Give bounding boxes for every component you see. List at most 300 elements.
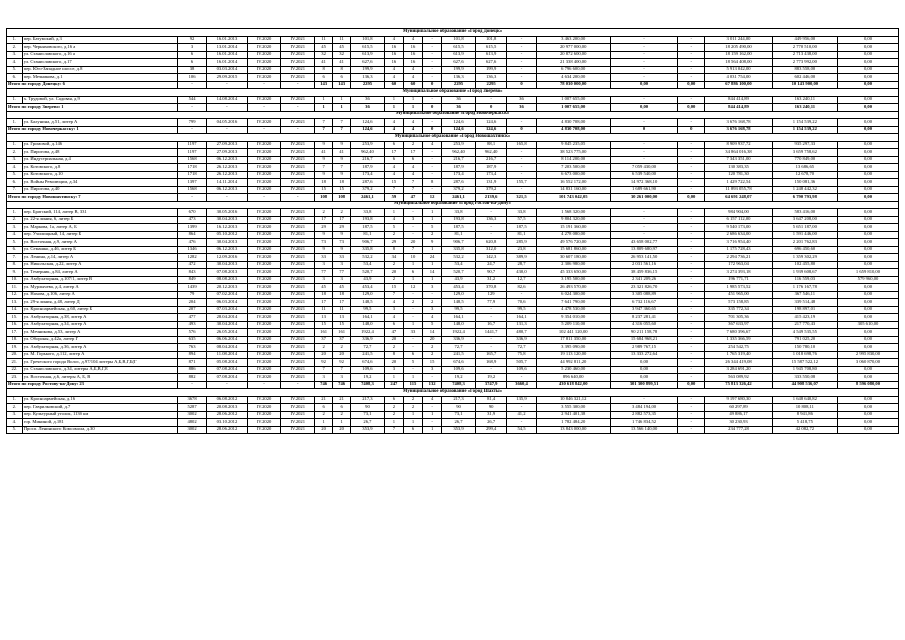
table-cell: -: [610, 96, 677, 104]
table-cell: 843: [177, 269, 206, 277]
table-cell: 1: [423, 216, 442, 224]
table-cell: -: [610, 396, 677, 404]
table-cell: 9: [423, 239, 442, 247]
table-cell: IV.2020: [247, 359, 281, 367]
table-cell: IV.2020: [247, 186, 281, 194]
table-cell: -: [678, 374, 705, 382]
table-cell: 234 777,28: [705, 426, 772, 434]
table-cell: IV.2021: [281, 299, 315, 307]
table-cell: 9: [315, 141, 333, 149]
table-cell: 0,00: [837, 36, 898, 44]
table-cell: 06.12.2013: [207, 186, 247, 194]
table-cell: IV.2020: [247, 246, 281, 254]
table-cell: 844 414,89: [705, 96, 772, 104]
table-cell: -: [678, 306, 705, 314]
table-cell: 0,00: [610, 81, 677, 89]
table-cell: -: [678, 44, 705, 52]
table-row: [7, 254, 899, 262]
table-cell: IV.2021: [281, 59, 315, 67]
table-cell: -: [678, 246, 705, 254]
table-cell: 59: [384, 194, 403, 202]
table-cell: 1: [315, 419, 333, 427]
table-cell: 1 007 655,00: [536, 96, 610, 104]
table-cell: 14 831 160,00: [536, 186, 610, 194]
table-cell: IV.2020: [247, 329, 281, 337]
table-cell: 2 201 762,83: [772, 239, 837, 247]
table-cell: 99,5: [442, 306, 476, 314]
table-cell: 28.04.2014: [207, 314, 247, 322]
table-cell: 216,7: [475, 156, 506, 164]
table-cell: -: [403, 291, 422, 299]
table-cell: 253,9: [351, 141, 385, 149]
table-cell: 90,7: [475, 269, 506, 277]
table-cell: 0,00: [837, 329, 898, 337]
table-cell: 367 633,97: [705, 321, 772, 329]
table-cell: 161: [315, 329, 333, 337]
table-cell: 143: [333, 81, 351, 89]
table-cell: 4802: [177, 419, 206, 427]
table-cell: 36: [351, 104, 385, 112]
table-cell: 16.: [7, 321, 23, 329]
table-cell: IV.2021: [281, 306, 315, 314]
table-cell: 90 211 158,78: [610, 329, 677, 337]
table-cell: -: [281, 194, 315, 202]
table-cell: 11: [315, 36, 333, 44]
table-cell: 06.12.2013: [207, 246, 247, 254]
table-cell: 120 781,30: [705, 171, 772, 179]
table-cell: 11: [333, 36, 351, 44]
table-cell: пер. Батумский, д.3: [22, 36, 177, 44]
table-cell: 0,00: [837, 374, 898, 382]
table-cell: 6.: [7, 246, 23, 254]
table-cell: 136,3: [475, 74, 506, 82]
table-cell: 15: [384, 179, 403, 187]
table-cell: 0: [507, 81, 536, 89]
table-cell: 415 423,19: [772, 314, 837, 322]
table-cell: 8 237 281,41: [610, 314, 677, 322]
section-header-row: [7, 134, 899, 142]
table-cell: 7408,3: [351, 381, 385, 389]
table-cell: 0,00: [837, 96, 898, 104]
table-cell: 2: [403, 299, 422, 307]
table-cell: 31,2: [475, 276, 506, 284]
table-cell: 1: [384, 374, 403, 382]
table-cell: 4: [384, 216, 403, 224]
table-cell: 136,3: [442, 74, 476, 82]
table-cell: -: [507, 59, 536, 67]
table-cell: IV.2021: [281, 246, 315, 254]
table-cell: -: [678, 36, 705, 44]
table-cell: 7 059 430,00: [610, 164, 677, 172]
table-cell: IV.2021: [281, 426, 315, 434]
table-cell: 7: [333, 119, 351, 127]
table-cell: 21 338 400,00: [536, 59, 610, 67]
table-cell: 7.: [7, 186, 23, 194]
table-cell: 0,00: [837, 284, 898, 292]
table-cell: 0,00: [837, 344, 898, 352]
table-cell: 6: [384, 156, 403, 164]
table-cell: 635: [177, 336, 206, 344]
table-cell: 0,00: [837, 171, 898, 179]
table-row: [7, 149, 899, 157]
table-cell: IV.2020: [247, 276, 281, 284]
table-cell: -: [678, 351, 705, 359]
table-cell: 4: [403, 164, 422, 172]
table-cell: 30 230,93: [705, 419, 772, 427]
table-cell: 33: [403, 329, 422, 337]
table-cell: 217 770,43: [772, 321, 837, 329]
table-cell: 0,00: [837, 126, 898, 134]
table-cell: 199,9: [442, 66, 476, 74]
table-cell: 102 455,80: [772, 261, 837, 269]
table-cell: 3 947 360,65: [610, 306, 677, 314]
table-cell: 10 808,11: [772, 404, 837, 412]
table-cell: 0,00: [678, 81, 705, 89]
table-cell: IV.2021: [281, 351, 315, 359]
table-cell: -: [678, 231, 705, 239]
table-cell: 8 114 200,00: [536, 156, 610, 164]
table-cell: ул. Войны Революции, д.34: [22, 179, 177, 187]
table-cell: 0,00: [610, 104, 677, 112]
table-cell: IV.2021: [281, 231, 315, 239]
table-cell: 67 886 100,00: [705, 81, 772, 89]
table-cell: 7: [333, 366, 351, 374]
table-cell: 5.: [7, 66, 23, 74]
table-cell: -: [247, 194, 281, 202]
table-cell: 16: [384, 44, 403, 52]
table-cell: 32: [333, 51, 351, 59]
table-row: [7, 411, 899, 419]
table-cell: ул. Мурлычева, д.4, литер А: [22, 284, 177, 292]
table-cell: -: [207, 104, 247, 112]
table-cell: ул. Мечникова, д.53, литер А: [22, 329, 177, 337]
table-cell: -: [678, 51, 705, 59]
table-cell: 2139,6: [475, 194, 506, 202]
table-cell: 81,1: [442, 231, 476, 239]
table-cell: 6: [403, 426, 422, 434]
table-cell: 11.08.2014: [207, 351, 247, 359]
table-cell: 4: [384, 164, 403, 172]
table-cell: 0,00: [678, 194, 705, 202]
table-cell: 886: [177, 366, 206, 374]
table-cell: IV.2021: [281, 239, 315, 247]
table-row: [7, 239, 899, 247]
table-cell: 32: [315, 51, 333, 59]
table-cell: 1 746 834,52: [610, 419, 677, 427]
table-cell: 17.: [7, 329, 23, 337]
table-cell: 165,7: [475, 351, 506, 359]
table-cell: 573 158,85: [705, 299, 772, 307]
table-cell: 19,2: [475, 374, 506, 382]
table-cell: 2: [423, 344, 442, 352]
table-cell: 20: [403, 239, 422, 247]
table-cell: IV.2020: [247, 336, 281, 344]
table-cell: 60 297,89: [705, 404, 772, 412]
table-cell: 2461,1: [351, 194, 385, 202]
table-cell: 2: [423, 351, 442, 359]
table-cell: 187,5: [351, 224, 385, 232]
table-cell: -: [403, 231, 422, 239]
table-cell: 583 416,00: [772, 209, 837, 217]
table-cell: 4 830 708,00: [536, 126, 610, 134]
table-cell: ул. Станиславского, д.16 а: [22, 51, 177, 59]
table-row: [7, 329, 899, 337]
table-cell: IV.2020: [247, 426, 281, 434]
table-cell: 15: [423, 359, 442, 367]
table-cell: 6 539 540,00: [610, 171, 677, 179]
table-cell: IV.2020: [247, 231, 281, 239]
table-cell: 379,2: [442, 186, 476, 194]
table-cell: х. Трудовой, ул. Садовая, д.9: [22, 96, 177, 104]
table-cell: 64 691 248,07: [705, 194, 772, 202]
table-cell: -: [678, 149, 705, 157]
table-cell: 23 321 826,70: [610, 284, 677, 292]
table-cell: -: [177, 126, 206, 134]
table-cell: 1: [333, 419, 351, 427]
table-cell: -: [247, 104, 281, 112]
table-cell: 370,8: [475, 284, 506, 292]
section-header-row: [7, 89, 899, 97]
table-cell: -: [678, 186, 705, 194]
table-cell: -: [423, 96, 442, 104]
table-cell: 9: [333, 141, 351, 149]
table-cell: 45: [315, 284, 333, 292]
table-cell: ул. Балунина, д.51, литер А: [22, 119, 177, 127]
table-cell: 6: [315, 74, 333, 82]
table-cell: 193,8: [351, 216, 385, 224]
table-cell: 2.: [7, 44, 23, 52]
table-cell: 5 209 110,00: [536, 321, 610, 329]
table-cell: 799: [177, 119, 206, 127]
table-row: [7, 66, 899, 74]
table-cell: 108: [333, 194, 351, 202]
table-cell: 18 159 162,00: [705, 51, 772, 59]
table-cell: IV.2020: [247, 419, 281, 427]
table-cell: 1 939 608,67: [772, 269, 837, 277]
table-cell: 3 676 168,78: [705, 126, 772, 134]
table-cell: 336,9: [507, 336, 536, 344]
table-cell: 136,3: [351, 74, 385, 82]
table-cell: 3: [423, 306, 442, 314]
table-cell: IV.2021: [281, 276, 315, 284]
section-title: Муниципальное образование «Город Зверево»: [7, 89, 899, 97]
table-cell: IV.2020: [247, 216, 281, 224]
table-cell: ул. Индустриальная, д.4: [22, 156, 177, 164]
table-cell: -: [423, 74, 442, 82]
table-cell: 124,6: [475, 119, 506, 127]
table-cell: IV.2021: [281, 269, 315, 277]
table-cell: -: [423, 36, 442, 44]
table-cell: -: [207, 126, 247, 134]
table-cell: 7: [403, 179, 422, 187]
table-cell: -: [678, 276, 705, 284]
table-cell: IV.2021: [281, 411, 315, 419]
table-cell: 4.: [7, 231, 23, 239]
table-cell: 26 493 570,00: [536, 284, 610, 292]
table-cell: 1: [423, 261, 442, 269]
table-cell: пер. Юго-Западное шоссе, д.8: [22, 66, 177, 74]
table-cell: 164,1: [507, 314, 536, 322]
table-cell: -: [281, 381, 315, 389]
table-cell: 49 886,17: [705, 411, 772, 419]
table-cell: 7408,3: [442, 381, 476, 389]
table-cell: 2: [333, 411, 351, 419]
table-cell: 204: [177, 299, 206, 307]
table-cell: 1 429 722,54: [705, 179, 772, 187]
table-cell: 0,00: [837, 216, 898, 224]
table-cell: 7: [315, 366, 333, 374]
table-cell: 1: [384, 419, 403, 427]
table-cell: 26.12.2013: [207, 164, 247, 172]
table-cell: -: [678, 269, 705, 277]
table-cell: 627,6: [475, 59, 506, 67]
table-cell: 99,5: [351, 306, 385, 314]
table-cell: 0,00: [610, 359, 677, 367]
table-cell: 17: [333, 299, 351, 307]
table-cell: IV.2021: [281, 186, 315, 194]
table-cell: ул. Семашко, д.46, литер Б: [22, 246, 177, 254]
table-cell: 135,9: [507, 396, 536, 404]
table-cell: -: [403, 306, 422, 314]
table-cell: IV.2020: [247, 74, 281, 82]
table-cell: 962,40: [442, 149, 476, 157]
table-cell: 11: [333, 306, 351, 314]
table-cell: 8: [384, 246, 403, 254]
table-cell: 1568: [177, 156, 206, 164]
table-cell: 1 007 655,00: [536, 104, 610, 112]
table-cell: пер. Братский, 114, литер В, 331: [22, 209, 177, 217]
table-cell: 198 897,01: [772, 306, 837, 314]
table-cell: 472: [177, 261, 206, 269]
table-cell: 9: [333, 246, 351, 254]
table-cell: 882: [177, 374, 206, 382]
table-cell: -: [678, 156, 705, 164]
section-header-row: [7, 29, 899, 37]
table-cell: 9: [333, 231, 351, 239]
table-cell: -: [507, 66, 536, 74]
table-cell: IV.2020: [247, 254, 281, 262]
table-cell: -: [475, 366, 506, 374]
table-cell: 28.06.2012: [207, 411, 247, 419]
table-cell: 615,5: [442, 44, 476, 52]
table-cell: 962,40: [351, 149, 385, 157]
table-cell: 131,9: [475, 179, 506, 187]
table-cell: 3 659 758,62: [772, 149, 837, 157]
table-cell: 109,6: [351, 366, 385, 374]
table-cell: 15.: [7, 314, 23, 322]
table-cell: -: [475, 96, 506, 104]
table-cell: 6: [403, 156, 422, 164]
table-cell: 333 550,08: [772, 374, 837, 382]
table-cell: IV.2021: [281, 66, 315, 74]
table-cell: 615,5: [475, 44, 506, 52]
table-cell: 20.: [7, 351, 23, 359]
table-cell: 16,7: [475, 321, 506, 329]
table-cell: -: [678, 404, 705, 412]
table-cell: IV.2020: [247, 321, 281, 329]
table-cell: 1: [403, 419, 422, 427]
table-cell: IV.2020: [247, 44, 281, 52]
table-cell: IV.2021: [281, 336, 315, 344]
table-cell: 90: [475, 404, 506, 412]
table-cell: 16: [403, 59, 422, 67]
table-cell: 21: [315, 396, 333, 404]
table-cell: ул. Никольская, д.22, литер А: [22, 261, 177, 269]
table-cell: -: [678, 179, 705, 187]
table-cell: -: [678, 74, 705, 82]
table-row: [7, 299, 899, 307]
table-cell: 43,9: [351, 276, 385, 284]
table-cell: 2: [315, 344, 333, 352]
table-cell: 16: [403, 51, 422, 59]
table-cell: -: [610, 119, 677, 127]
table-cell: 33: [315, 254, 333, 262]
table-cell: 2461,1: [442, 194, 476, 202]
table-cell: ул. Громовой, д.146: [22, 141, 177, 149]
table-cell: 576: [177, 329, 206, 337]
table-cell: пер. Черняховского, д.16 а: [22, 44, 177, 52]
table-cell: 3: [333, 276, 351, 284]
table-cell: ул. М. Горького, д.112, литер А: [22, 351, 177, 359]
table-cell: 6 790 793,98: [772, 194, 837, 202]
table-cell: 353,9: [351, 426, 385, 434]
table-cell: 3 011 244,00: [705, 36, 772, 44]
table-cell: 3 395 090,00: [536, 344, 610, 352]
table-cell: IV.2021: [281, 284, 315, 292]
table-cell: 0,00: [610, 374, 677, 382]
table-cell: 148,5: [351, 299, 385, 307]
table-cell: 1: [403, 261, 422, 269]
table-cell: 14 972 368,10: [610, 179, 677, 187]
table-cell: 70,6: [507, 299, 536, 307]
table-cell: 2: [315, 411, 333, 419]
table-cell: -: [177, 381, 206, 389]
table-cell: ул. Станиславского, д.34, литеры А,Б,В,Г,Е: [22, 366, 177, 374]
table-cell: 312,0: [475, 246, 506, 254]
table-cell: 8 596 080,00: [837, 381, 898, 389]
table-cell: 4: [403, 171, 422, 179]
table-cell: -: [403, 224, 422, 232]
table-cell: 41: [333, 59, 351, 67]
table-cell: 29: [384, 239, 403, 247]
table-cell: -: [610, 59, 677, 67]
table-cell: 2.: [7, 404, 23, 412]
table-cell: -: [423, 164, 442, 172]
table-row: [7, 36, 899, 44]
table-cell: 18: [315, 179, 333, 187]
table-cell: 476: [177, 239, 206, 247]
table-cell: 19 113 120,00: [536, 351, 610, 359]
table-cell: 8: [315, 66, 333, 74]
table-cell: 14: [423, 269, 442, 277]
table-cell: 532,2: [442, 254, 476, 262]
table-cell: 2 713 438,00: [772, 51, 837, 59]
table-cell: 81,4: [475, 396, 506, 404]
table-cell: 1 154 539,22: [772, 119, 837, 127]
table-row: [7, 51, 899, 59]
table-cell: 1 018 698,76: [772, 351, 837, 359]
table-cell: 03.03.2014: [207, 66, 247, 74]
table-cell: IV.2020: [247, 291, 281, 299]
table-cell: 0,00: [837, 261, 898, 269]
table-cell: 0,00: [678, 381, 705, 389]
table-cell: -: [403, 366, 422, 374]
table-cell: 674,6: [442, 359, 476, 367]
table-cell: IV.2021: [281, 149, 315, 157]
table-cell: 19.: [7, 344, 23, 352]
table-cell: -: [678, 299, 705, 307]
table-cell: 2 031 561,16: [610, 261, 677, 269]
